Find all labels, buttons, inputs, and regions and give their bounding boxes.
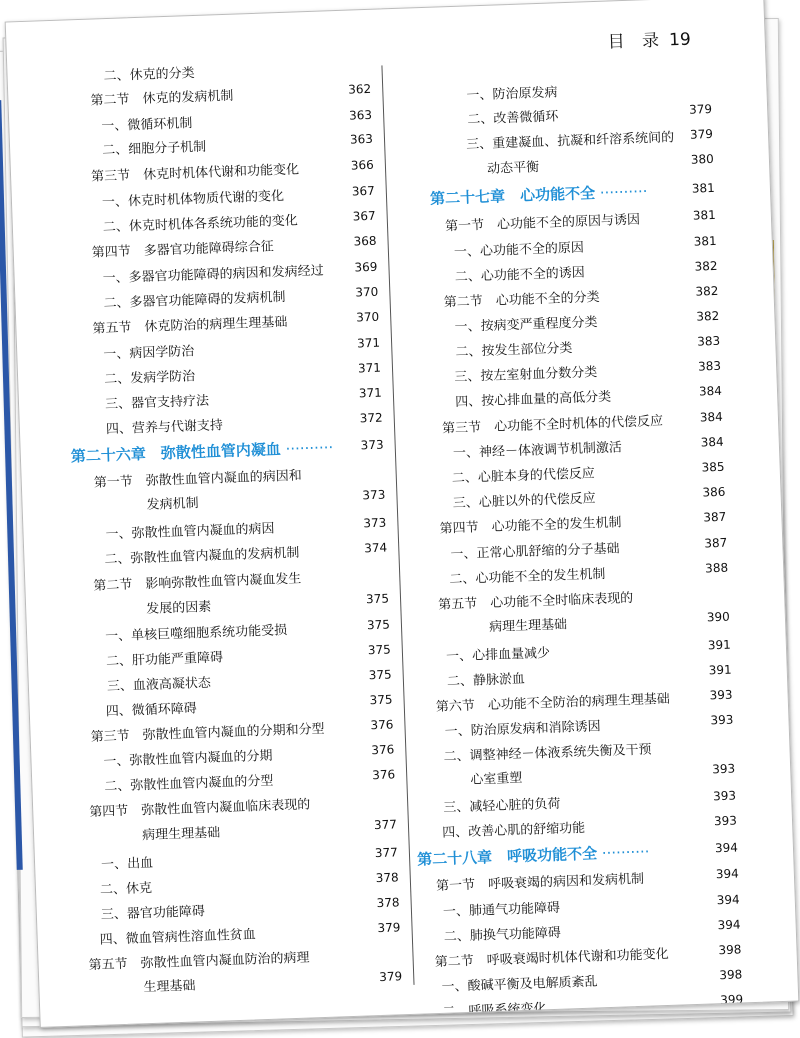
toc-page-number: 371: [357, 360, 382, 376]
toc-page-number: 379: [377, 920, 401, 936]
toc-entry: [93, 464, 302, 490]
toc-entry: [88, 947, 310, 974]
page-number: 19: [668, 29, 692, 51]
toc-page-number: 380: [690, 151, 715, 167]
toc-entry: [446, 642, 551, 665]
toc-entry-text: 一、肺通气功能障碍: [442, 900, 561, 920]
toc-entry: [451, 462, 595, 486]
toc-entry: [93, 568, 302, 594]
toc-page-number: 376: [371, 767, 396, 783]
toc-entry: [104, 770, 274, 795]
toc-page-number: 375: [367, 642, 391, 658]
toc-page-number: 381: [693, 233, 717, 249]
toc-entry-text: 二、发病学防治: [103, 369, 196, 388]
toc-entry: [92, 311, 288, 337]
toc-entry: [467, 105, 559, 127]
toc-entry: [102, 136, 207, 159]
toc-entry-text: 二、肺换气功能障碍: [443, 925, 562, 945]
toc-page-number: 367: [352, 208, 376, 224]
toc-entry-text: 三、按左室射血分数分类: [454, 365, 598, 386]
toc-entry: [450, 537, 620, 562]
toc-page-number: 367: [351, 183, 375, 199]
leader-dots: ··········: [596, 842, 650, 863]
toc-entry: [89, 793, 311, 820]
toc-page-number: 394: [716, 892, 740, 908]
toc-entry-text: 二、休克的分类: [103, 65, 195, 85]
toc-entry: [455, 337, 573, 360]
toc-entry-text: 一、弥散性血管内凝血的病因: [105, 521, 275, 543]
toc-page: [5, 0, 800, 1028]
toc-entry-text: 一、酸碱平衡及电解质紊乱: [441, 974, 598, 995]
toc-entry: [439, 511, 622, 536]
toc-page-number: 384: [700, 434, 724, 450]
toc-page-number: 381: [691, 180, 716, 196]
toc-page-number: 370: [355, 309, 380, 325]
toc-entry: [489, 613, 568, 635]
toc-entry: [442, 817, 586, 841]
toc-entry: [91, 158, 300, 184]
toc-page-number: 383: [697, 333, 721, 349]
toc-entry-text: 二、心脏本身的代偿反应: [451, 466, 596, 487]
toc-entry-text: 二、多器官功能障碍的发病机制: [103, 289, 286, 312]
toc-page-number: 398: [719, 967, 743, 983]
toc-page-number: 387: [704, 535, 728, 551]
toc-page-number: 375: [369, 692, 393, 708]
toc-entry-text: 动态平衡: [486, 160, 540, 177]
toc-chapter-title: [430, 180, 648, 209]
toc-page-number: 379: [378, 969, 403, 985]
toc-page-number: 378: [376, 895, 400, 911]
toc-entry-text: 一、微循环机制: [101, 116, 193, 135]
toc-page-number: 373: [362, 487, 386, 503]
toc-entry-text: 一、多器官功能障碍的病因和发病经过: [102, 263, 324, 287]
toc-entry: [106, 646, 224, 669]
toc-entry-text: 三、心脏以外的代偿反应: [452, 491, 596, 512]
toc-entry-text: 发展的因素: [146, 599, 212, 617]
toc-page-number: 393: [711, 761, 736, 777]
toc-page-number: 375: [368, 667, 392, 683]
toc-entry-text: 一、防治原发病: [466, 85, 558, 104]
toc-page-number: 375: [366, 617, 391, 633]
toc-page-number: 376: [371, 742, 395, 758]
toc-page-number: 382: [694, 258, 718, 274]
toc-entry: [435, 688, 670, 715]
toc-entry: [487, 156, 540, 177]
toc-page-number: 391: [707, 637, 731, 653]
toc-entry-text: 二、静脉淤血: [446, 671, 526, 690]
toc-page-number: 398: [718, 942, 742, 958]
toc-page-number: 382: [695, 283, 719, 299]
toc-page-number: 363: [348, 107, 373, 123]
toc-page-number: 393: [712, 788, 737, 804]
toc-entry-text: 病理生理基础: [488, 617, 568, 636]
toc-entry-text: 三、器官功能障碍: [100, 904, 206, 923]
toc-entry: [101, 852, 154, 873]
toc-entry: [90, 718, 325, 745]
toc-page-number: 373: [360, 437, 384, 453]
toc-chapter-title: [70, 436, 333, 466]
toc-entry-text: 三、重建凝血、抗凝和纤溶系统间的: [465, 130, 675, 153]
toc-entry: [455, 386, 612, 410]
toc-page-number: 399: [720, 992, 744, 1008]
toc-entry-text: 二、呼吸系统变化: [442, 1001, 547, 1020]
toc-entry-text: 第二节 影响弥散性血管内凝血发生: [93, 571, 302, 594]
toc-entry-text: 第四节 心功能不全的发生机制: [439, 515, 622, 537]
toc-entry-text: 二、心功能不全的诱因: [454, 265, 586, 286]
toc-page-number: 391: [708, 662, 732, 678]
toc-entry-text: 一、正常心肌舒缩的分子基础: [450, 541, 620, 563]
toc-entry: [106, 414, 224, 437]
toc-page-number: 369: [354, 259, 378, 275]
toc-entry: [103, 62, 195, 84]
toc-entry: [449, 563, 606, 587]
toc-page-number: 370: [355, 284, 379, 300]
toc-entry: [142, 822, 221, 844]
toc-entry-text: 一、心排血量减少: [445, 645, 551, 665]
toc-page-number: 374: [364, 540, 388, 556]
toc-entry-text: 一、弥散性血管内凝血的分期: [103, 748, 273, 770]
leader-dots: ··········: [280, 438, 334, 459]
toc-entry: [101, 112, 193, 134]
toc-entry: [105, 517, 275, 542]
toc-entry-text: 一、休克时机体物质代谢的变化: [101, 188, 285, 211]
toc-entry: [452, 487, 596, 511]
toc-page-number: 394: [715, 866, 739, 882]
toc-entry: [444, 715, 601, 739]
toc-entry-text: 第三节 弥散性血管内凝血的分期和分型: [90, 721, 325, 745]
toc-entry-text: 第二十七章 心功能不全: [429, 184, 596, 208]
toc-page-number: 378: [375, 870, 399, 886]
page-header: [607, 25, 691, 53]
toc-page-number: 363: [349, 131, 374, 147]
toc-page-number: 377: [373, 817, 398, 833]
toc-entry: [454, 311, 598, 335]
toc-entry: [453, 436, 623, 461]
toc-entry-text: 第二节 休克的发病机制: [90, 88, 234, 109]
toc-entry-text: 第二节 呼吸衰竭时机体代谢和功能变化: [434, 946, 669, 971]
toc-entry: [454, 261, 585, 285]
toc-entry: [146, 492, 199, 513]
toc-page-number: 382: [696, 308, 720, 324]
toc-entry-text: 第三节 心功能不全时机体的代偿反应: [441, 413, 664, 437]
toc-entry: [443, 793, 561, 816]
toc-entry: [105, 390, 210, 413]
toc-page-number: 379: [689, 126, 714, 142]
toc-entry-text: 一、按病变严重程度分类: [454, 315, 598, 336]
toc-entry: [104, 542, 300, 568]
toc-entry: [454, 361, 598, 385]
toc-page-number: 393: [709, 687, 733, 703]
toc-entry-text: 一、病因学防治: [103, 344, 195, 363]
toc-page-number: 394: [714, 840, 739, 856]
toc-page-number: 383: [697, 358, 722, 374]
toc-entry-text: 四、微循环障碍: [105, 701, 198, 720]
toc-entry: [103, 209, 299, 235]
toc-entry-text: 二、细胞分子机制: [101, 139, 207, 159]
toc-entry-text: 第四节 弥散性血管内凝血临床表现的: [89, 797, 311, 821]
toc-page-number: 376: [370, 717, 394, 733]
left-column: [6, 10, 403, 996]
toc-entry: [443, 738, 652, 764]
toc-entry-text: 发病机制: [146, 496, 199, 513]
toc-entry: [103, 286, 286, 311]
toc-page-number: 368: [353, 233, 377, 249]
toc-page-number: 385: [701, 459, 725, 475]
toc-entry-text: 四、按心排血量的高低分类: [454, 389, 612, 411]
toc-entry: [105, 619, 288, 644]
leader-dots: ··········: [594, 182, 648, 203]
toc-page-number: 384: [698, 383, 723, 399]
toc-chapter-title: [417, 841, 650, 870]
toc-page-number: 393: [713, 813, 738, 829]
toc-entry: [443, 897, 561, 920]
toc-page-number: 393: [710, 712, 734, 728]
toc-entry-text: 第三节 休克时机体代谢和功能变化: [90, 162, 300, 185]
toc-entry: [99, 923, 256, 947]
toc-entry-text: 二、心功能不全的发生机制: [449, 566, 606, 588]
toc-entry: [107, 672, 212, 695]
toc-page-number: 386: [702, 484, 726, 500]
toc-entry-text: 四、微血管病性溶血性贫血: [99, 927, 256, 948]
toc-page-number: 377: [374, 845, 399, 861]
toc-entry-text: 四、营养与代谢支持: [105, 418, 224, 438]
toc-entry: [102, 260, 324, 287]
toc-entry: [442, 410, 664, 437]
toc-entry-text: 第二十六章 弥散性血管内凝血: [70, 440, 282, 466]
toc-page-number: 371: [358, 385, 382, 401]
toc-entry: [105, 697, 197, 719]
toc-entry: [103, 340, 195, 362]
toc-page-number: 372: [359, 410, 383, 426]
toc-entry-text: 三、器官支持疗法: [104, 393, 210, 413]
toc-entry-text: 二、休克时机体各系统功能的变化: [102, 213, 299, 236]
toc-entry-text: 第四节 多器官功能障碍综合征: [91, 239, 274, 261]
toc-entry: [445, 209, 641, 235]
toc-page-number: 390: [706, 609, 731, 625]
toc-entry-text: 二、改善微循环: [467, 109, 559, 128]
toc-page-number: 381: [692, 207, 716, 223]
toc-entry: [102, 185, 285, 210]
header-title: 目 录: [607, 30, 666, 53]
toc-entry: [434, 943, 669, 970]
toc-page-number: 394: [717, 917, 741, 933]
toc-entry-text: 二、弥散性血管内凝血的分型: [104, 773, 274, 795]
toc-entry-text: 一、单核巨噬细胞系统功能受损: [104, 623, 288, 645]
toc-entry-text: 第五节 心功能不全时临床表现的: [438, 590, 634, 613]
toc-page-number: 373: [363, 515, 387, 531]
toc-entry-text: 二、肝功能严重障碍: [105, 650, 224, 670]
toc-entry-text: 一、神经－体液调节机制激活: [452, 440, 623, 462]
toc-entry-text: 二、调整神经－体液系统失衡及干预: [443, 742, 652, 765]
toc-page-number: 371: [356, 335, 381, 351]
toc-page-number: 366: [350, 157, 375, 173]
toc-page-number: 387: [703, 509, 727, 525]
toc-entry-text: 一、防治原发病和消除诱因: [444, 719, 601, 740]
toc-entry-text: 第二十八章 呼吸功能不全: [416, 844, 598, 869]
toc-entry: [447, 668, 526, 690]
toc-entry: [441, 970, 598, 994]
toc-entry-text: 三、减轻心脏的负荷: [443, 796, 561, 816]
toc-page-number: 379: [688, 101, 713, 117]
toc-entry: [101, 900, 206, 923]
toc-entry-text: 一、心功能不全的原因: [453, 240, 585, 261]
toc-entry-text: 第一节 心功能不全的原因与诱因: [444, 212, 641, 235]
toc-entry: [438, 587, 634, 613]
toc-page-number: 362: [347, 81, 372, 97]
toc-entry: [443, 922, 561, 945]
toc-entry: [466, 81, 558, 103]
toc-page-number: 388: [704, 560, 729, 576]
toc-entry-text: 第五节 休克防治的病理生理基础: [92, 314, 288, 337]
toc-entry: [470, 767, 523, 788]
toc-entry-text: 生理基础: [143, 978, 196, 996]
toc-page-number: 384: [699, 409, 724, 425]
toc-entry: [466, 126, 675, 152]
toc-entry-text: 第二节 心功能不全的分类: [443, 289, 600, 311]
toc-entry-text: 二、弥散性血管内凝血的发病机制: [104, 545, 300, 568]
toc-entry: [143, 975, 196, 996]
toc-entry: [100, 877, 153, 898]
toc-entry: [146, 596, 212, 617]
toc-entry-text: 病理生理基础: [141, 825, 221, 844]
toc-entry: [91, 235, 274, 260]
toc-entry: [443, 286, 600, 310]
toc-entry-text: 四、改善心肌的舒缩功能: [441, 820, 586, 841]
toc-entry-text: 第一节 弥散性血管内凝血的病因和: [93, 468, 302, 491]
toc-entry: [436, 868, 645, 894]
toc-entry: [90, 85, 234, 109]
toc-entry: [103, 745, 273, 770]
toc-entry-text: 第六节 心功能不全防治的病理生理基础: [435, 691, 670, 715]
toc-entry-text: 第五节 弥散性血管内凝血防治的病理: [88, 950, 310, 974]
toc-entry-text: 第一节 呼吸衰竭的病因和发病机制: [435, 871, 645, 895]
toc-entry-text: 二、按发生部位分类: [455, 340, 573, 361]
toc-entry-text: 二、休克: [99, 880, 153, 898]
toc-entry: [104, 365, 196, 387]
toc-entry-text: 一、出血: [100, 855, 154, 873]
toc-entry-text: 心室重塑: [470, 770, 523, 788]
toc-entry: [454, 236, 585, 260]
toc-entry-text: 三、血液高凝状态: [106, 675, 212, 695]
toc-page-number: 375: [365, 591, 390, 607]
